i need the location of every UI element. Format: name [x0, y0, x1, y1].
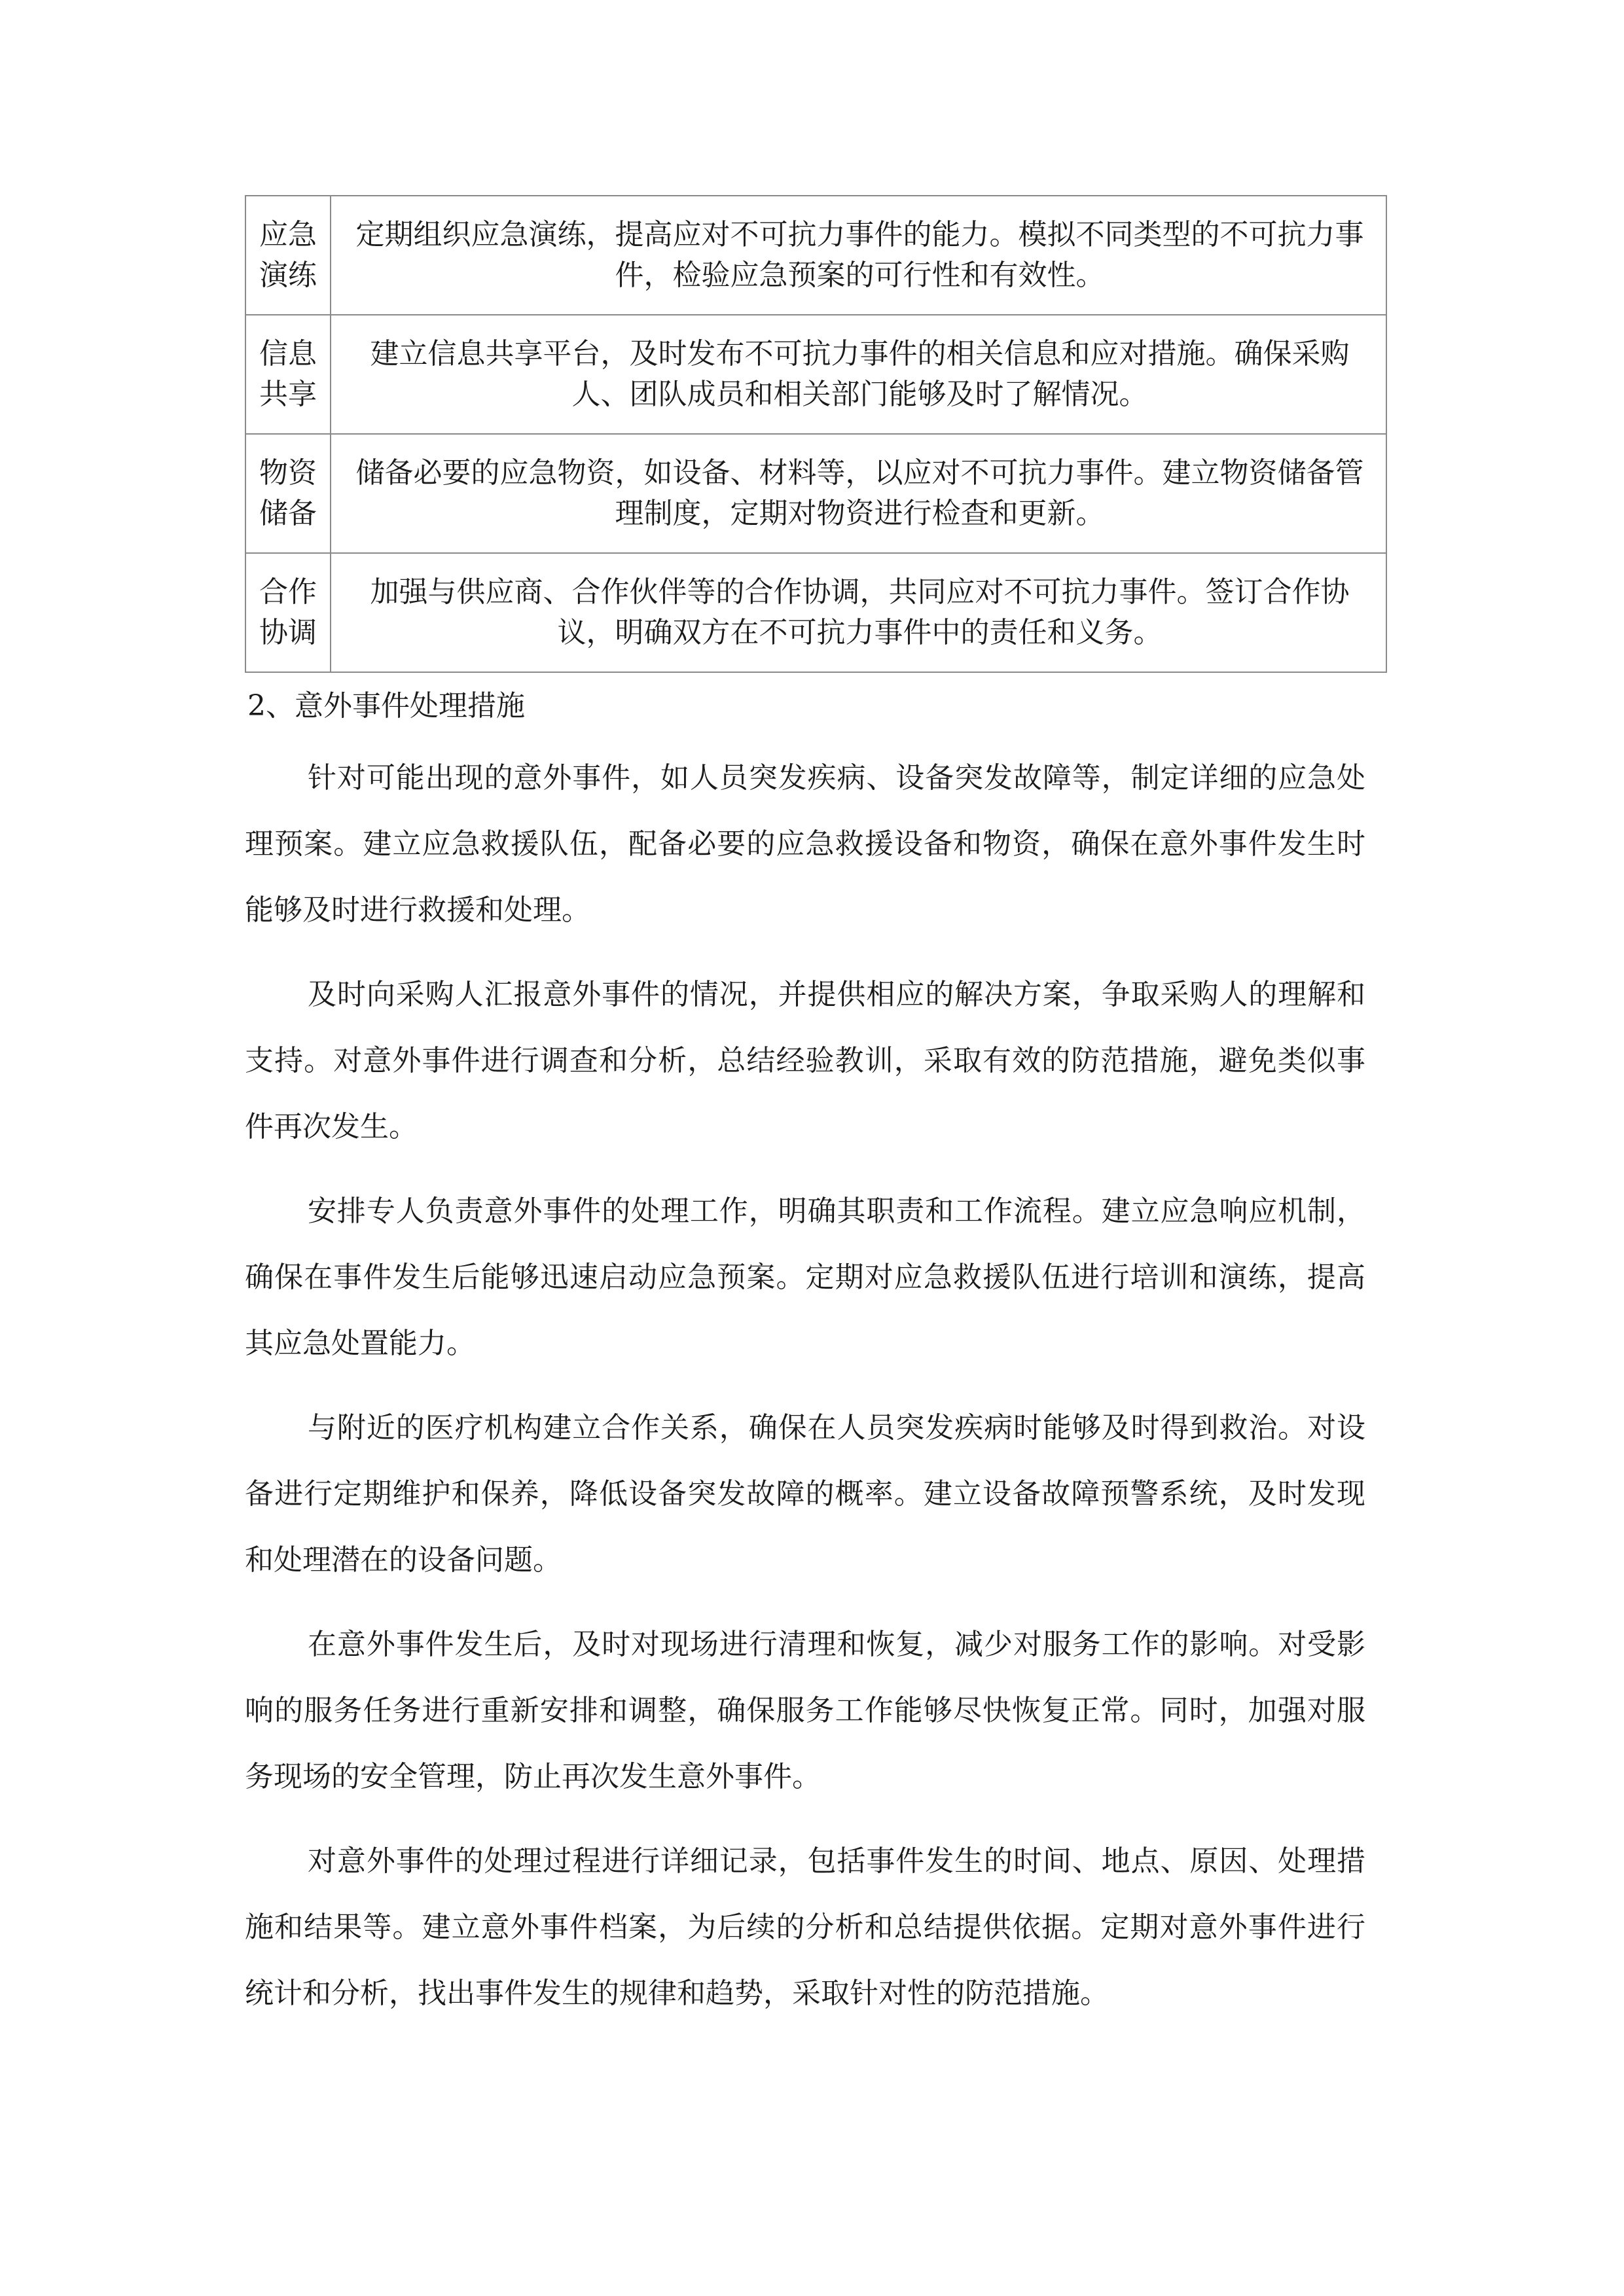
row-label: 物资储备 [245, 434, 331, 553]
row-content: 加强与供应商、合作伙伴等的合作协调，共同应对不可抗力事件。签订合作协议，明确双方在不可抗力事件中的责任和义务。 [331, 553, 1386, 672]
paragraph: 针对可能出现的意外事件，如人员突发疾病、设备突发故障等，制定详细的应急处理预案。建立应急救援队伍，配备必要的应急救援设备和物资，确保在意外事件发生时能够及时进行救援和处理。 [245, 761, 1365, 927]
paragraph: 在意外事件发生后，及时对现场进行清理和恢复，减少对服务工作的影响。对受影响的服务任务进行重新安排和调整，确保服务工作能够尽快恢复正常。同时，加强对服务现场的安全管理，防止再次发生意外事件。 [245, 1628, 1365, 1793]
row-label: 合作协调 [245, 553, 331, 672]
row-content: 储备必要的应急物资，如设备、材料等，以应对不可抗力事件。建立物资储备管理制度，定期对物资进行检查和更新。 [331, 434, 1386, 553]
section-heading: 2、意外事件处理措施 [247, 689, 525, 723]
paragraph: 对意外事件的处理过程进行详细记录，包括事件发生的时间、地点、原因、处理措施和结果等。建立意外事件档案，为后续的分析和总结提供依据。定期对意外事件进行统计和分析，找出事件发生的规律和趋势，采取针对性的防范措施。 [245, 1844, 1365, 2010]
row-content: 定期组织应急演练，提高应对不可抗力事件的能力。模拟不同类型的不可抗力事件，检验应急预案的可行性和有效性。 [331, 196, 1386, 315]
table-row [245, 434, 1386, 553]
table-row [245, 196, 1386, 315]
table-row [245, 553, 1386, 672]
row-content: 建立信息共享平台，及时发布不可抗力事件的相关信息和应对措施。确保采购人、团队成员和相关部门能够及时了解情况。 [331, 315, 1386, 434]
paragraph: 与附近的医疗机构建立合作关系，确保在人员突发疾病时能够及时得到救治。对设备进行定期维护和保养，降低设备突发故障的概率。建立设备故障预警系统，及时发现和处理潜在的设备问题。 [245, 1411, 1365, 1577]
section-body [245, 745, 1365, 2045]
table-row [245, 315, 1386, 434]
paragraph: 安排专人负责意外事件的处理工作，明确其职责和工作流程。建立应急响应机制，确保在事件发生后能够迅速启动应急预案。定期对应急救援队伍进行培训和演练，提高其应急处置能力。 [245, 1194, 1365, 1360]
measures-table [245, 195, 1387, 673]
row-label: 信息共享 [245, 315, 331, 434]
paragraph: 及时向采购人汇报意外事件的情况，并提供相应的解决方案，争取采购人的理解和支持。对意外事件进行调查和分析，总结经验教训，采取有效的防范措施，避免类似事件再次发生。 [245, 978, 1365, 1143]
row-label: 应急演练 [245, 196, 331, 315]
